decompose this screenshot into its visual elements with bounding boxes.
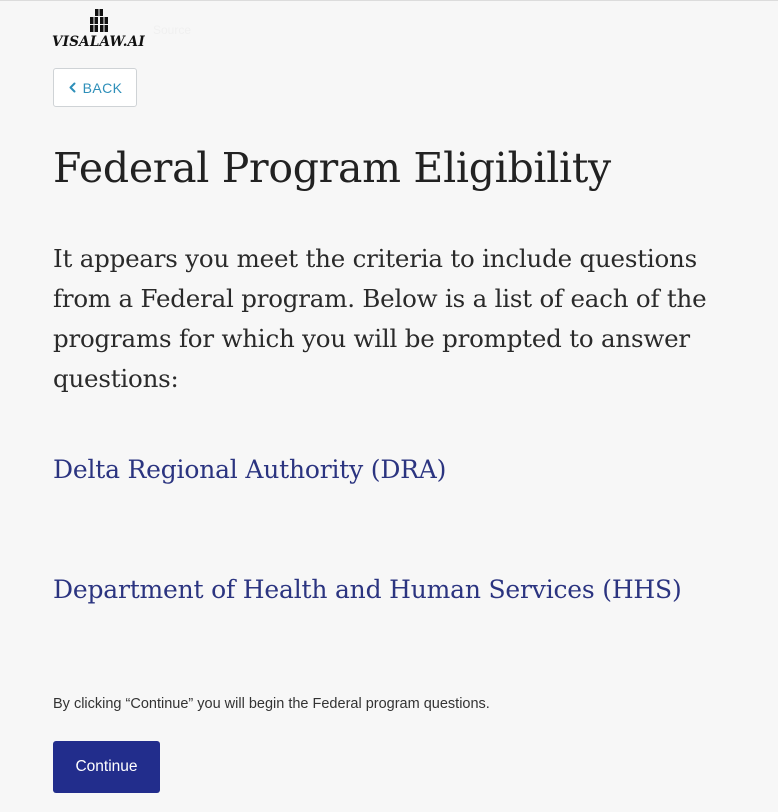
- continue-button[interactable]: Continue: [53, 741, 160, 793]
- chevron-left-icon: [68, 82, 77, 93]
- program-link-dra[interactable]: Delta Regional Authority (DRA): [53, 455, 447, 484]
- page-title: Federal Program Eligibility: [53, 144, 611, 192]
- stacked-boxes-icon: [88, 8, 110, 32]
- header-faint-text: Source: [153, 23, 192, 37]
- program-link-hhs[interactable]: Department of Health and Human Services (HHS): [53, 575, 682, 604]
- logo-text: VISALAW.AI: [52, 34, 145, 50]
- site-logo[interactable]: [52, 8, 148, 52]
- intro-paragraph: It appears you meet the criteria to include questions from a Federal program. Below is a list of each of the programs for which you will be prompted to answer questions:: [53, 244, 707, 393]
- back-button[interactable]: [53, 68, 137, 107]
- back-button-label: BACK: [82, 79, 123, 96]
- continue-notice: By clicking “Continue” you will begin the Federal program questions.: [53, 696, 490, 712]
